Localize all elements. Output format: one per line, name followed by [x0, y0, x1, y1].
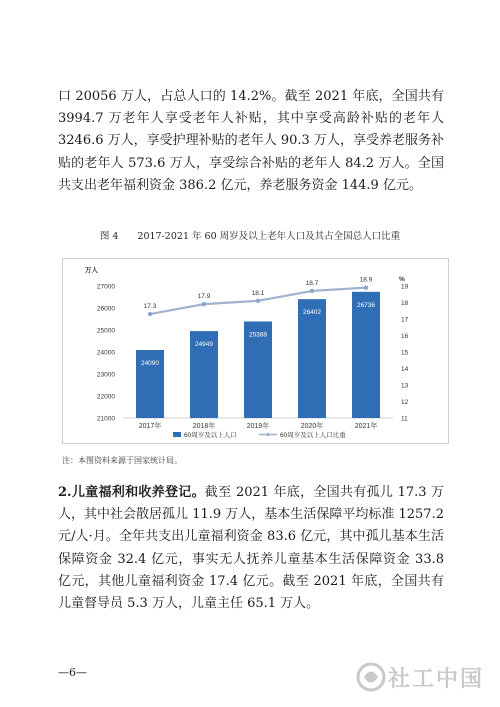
left-tick-label: 26000	[96, 305, 115, 313]
right-tick-label: 16	[401, 332, 409, 340]
left-axis-ticks	[97, 283, 115, 422]
category-labels-group	[139, 421, 378, 430]
watermark-logo	[356, 660, 488, 696]
population-bar	[298, 299, 326, 418]
ratio-value-label: 18.1	[251, 289, 265, 297]
section-body: 截至 2021 年底，全国共有孤儿 17.3 万人，其中社会散居孤儿 11.9 万人，基本生活保障平均标准 1257.2 元/人·月。全年共支出儿童福利资金 83.6 亿元，其中孤儿基本生活保障资金 32.4 亿元，事实无人抚养儿童基本生活保障资金 33.8 亿元，其他儿童福利资金 17.4 亿元。截至 2021 年底，全国共有儿童督导员 5.3 万人，儿童主任 65.1 万人。	[58, 485, 444, 612]
right-tick-label: 13	[401, 382, 409, 390]
ratio-value-label: 17.9	[197, 293, 211, 301]
bar-value-label: 26736	[356, 301, 376, 309]
bar-value-label: 24949	[194, 341, 214, 349]
category-label: 2017年	[138, 423, 162, 430]
bar-value-label: 25388	[248, 331, 268, 339]
body-paragraph-elderly: 口 20056 万人，占总人口的 14.2%。截至 2021 年底，全国共有 3994.7 万老年人享受老年人补贴，其中享受高龄补贴的老年人 3246.6 万人，享受护理补贴的老年人 90.3 万人，享受养老服务补贴的老年人 573.6 万人，享受综合补贴的老年人 84.2 万人。全国共支出老年福利资金 386.2 亿元，养老服务资金 144.9 亿元。	[58, 89, 444, 193]
logo-icon	[356, 660, 386, 694]
ratio-point	[202, 302, 206, 306]
right-tick-label: 18	[401, 299, 409, 307]
ratio-point	[364, 285, 368, 289]
bar-value-label: 26402	[302, 309, 322, 317]
ratio-point	[256, 299, 260, 303]
ratio-point	[148, 312, 152, 316]
legend-bar-swatch	[173, 432, 181, 437]
category-label: 2021年	[354, 423, 378, 430]
figure-note: 注：本图资料来源于国家统计局。	[62, 456, 182, 465]
right-tick-label: 17	[401, 316, 409, 324]
right-axis-ticks	[401, 283, 409, 422]
chart-legend	[173, 430, 346, 439]
chart-svg	[63, 259, 448, 443]
ratio-value-label: 18.9	[359, 276, 373, 284]
left-tick-label: 27000	[96, 283, 115, 291]
population-bar	[352, 292, 380, 418]
right-tick-label: 11	[401, 415, 408, 423]
category-label: 2018年	[192, 423, 216, 430]
left-axis-unit: 万人	[85, 267, 98, 274]
left-tick-label: 22000	[96, 393, 115, 401]
section-heading: 2.儿童福利和收养登记。	[58, 485, 205, 500]
bar-value-label: 24090	[140, 360, 160, 368]
left-tick-label: 25000	[96, 327, 115, 335]
figure-caption: 图 4 2017-2021 年 60 周岁及以上老年人口及其占全国总人口比重	[99, 231, 401, 242]
body-paragraph-children	[58, 482, 444, 615]
legend-line-label: 60周岁及以上人口比重	[280, 432, 346, 439]
legend-bar-label: 60周岁及以上人口	[184, 432, 237, 439]
right-tick-label: 12	[401, 398, 409, 406]
right-tick-label: 19	[401, 283, 409, 291]
right-tick-label: 14	[401, 365, 409, 373]
category-label: 2019年	[246, 423, 270, 430]
left-tick-label: 24000	[96, 349, 115, 357]
population-chart	[62, 258, 449, 444]
right-axis-unit: %	[399, 276, 405, 283]
watermark-text: 社工中国	[388, 667, 485, 692]
legend-line-marker	[266, 433, 270, 437]
right-tick-label: 15	[401, 349, 409, 357]
left-tick-label: 23000	[96, 371, 115, 379]
category-label: 2020年	[300, 423, 324, 430]
ratio-point	[310, 289, 314, 293]
left-tick-label: 21000	[96, 415, 115, 423]
ratio-value-label: 17.3	[143, 303, 157, 311]
line-series-group	[143, 276, 376, 317]
page-number: —6—	[58, 666, 87, 679]
ratio-value-label: 18.7	[305, 279, 319, 287]
